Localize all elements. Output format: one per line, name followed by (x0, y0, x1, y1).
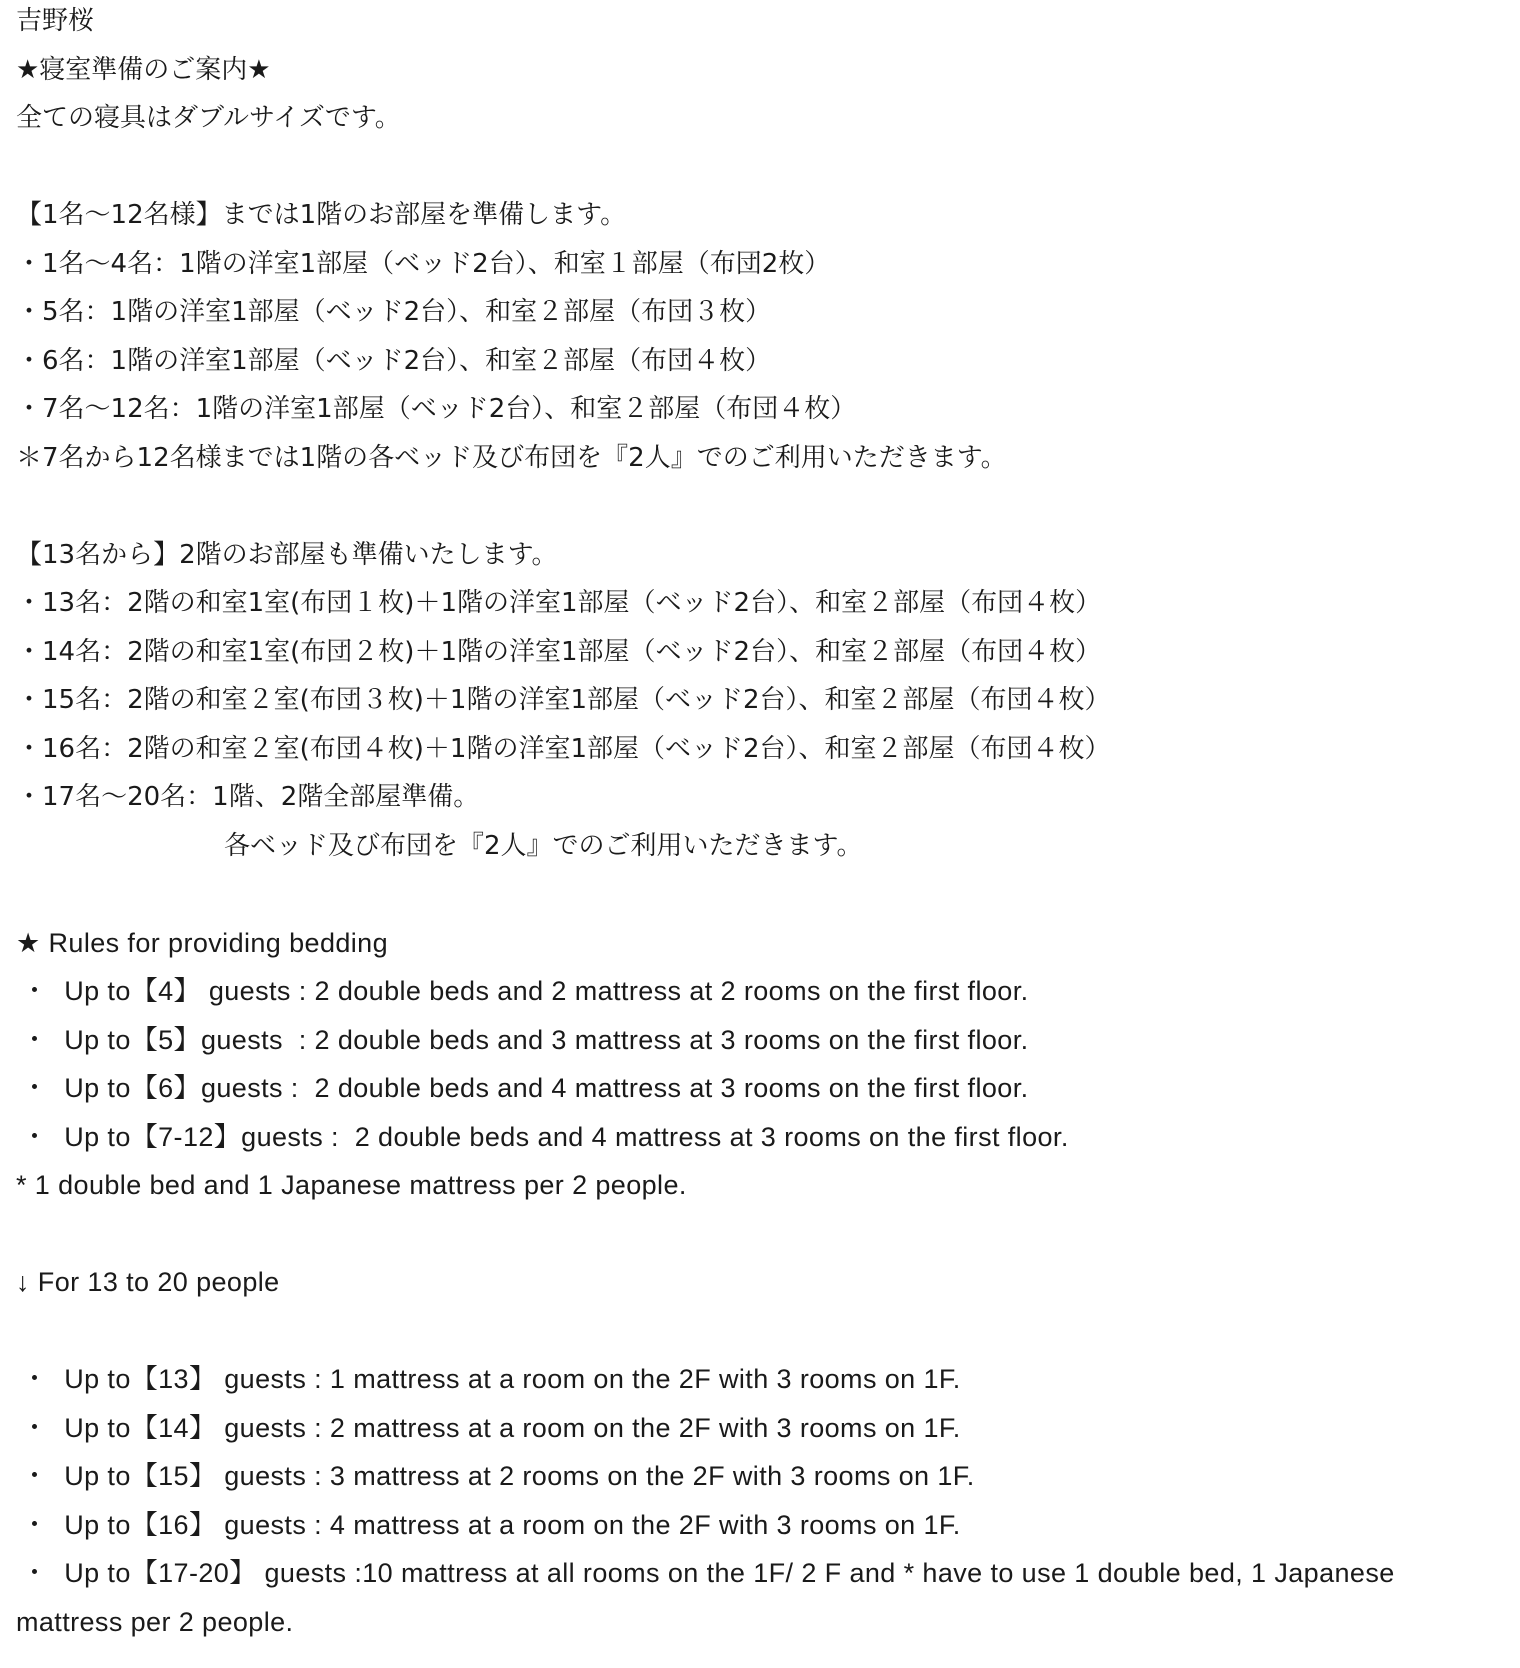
list-item-ja: ・6名：1階の洋室1部屋（ベッド2台）、和室２部屋（布団４枚） (16, 345, 772, 376)
subsection-heading-13-plus: 【13名から】2階のお部屋も準備いたします。 (16, 539, 558, 570)
section-heading-ja: ★寝室準備のご案内★ (16, 54, 271, 85)
list-item-en: ・ Up to【13】 guests : 1 mattress at a room on the 2F with 3 rooms on 1F. (21, 1364, 961, 1394)
blank-line (16, 1310, 1512, 1359)
list-item-en: ・ Up to【16】 guests : 4 mattress at a room on the 2F with 3 rooms on 1F. (21, 1509, 961, 1540)
list-item-en: ・ Up to【5】guests : 2 double beds and 3 mattress at 3 rooms on the first floor. (21, 1024, 1029, 1055)
list-item-en: ・ Up to【15】 guests : 3 mattress at 2 rooms on the 2F with 3 rooms on 1F. (21, 1461, 975, 1491)
list-item-ja: ・16名：2階の和室２室(布団４枚)＋1階の洋室1部屋（ベッド2台）、和室２部屋（布団４枚） (16, 733, 1111, 764)
note-en: * 1 double bed and 1 Japanese mattress per 2 people. (16, 1170, 687, 1200)
blank-line (16, 873, 1512, 922)
list-item-en: ・ Up to【4】 guests : 2 double beds and 2 mattress at 2 rooms on the first floor. (21, 976, 1029, 1006)
section-heading-en: ★ Rules for providing bedding (16, 927, 389, 958)
list-item-ja: ・17名～20名：1階、2階全部屋準備。 (16, 782, 480, 812)
note-ja: ＊7名から12名様までは1階の各ベッド及び布団を『2人』でのご利用いただきます。 (16, 442, 1007, 473)
subsection-heading-1-12: 【1名～12名様】までは1階のお部屋を準備します。 (16, 200, 627, 230)
blank-line (16, 485, 1512, 534)
list-item-en: ・ Up to【6】guests : 2 double beds and 4 mattress at 3 rooms on the first floor. (21, 1073, 1029, 1103)
list-item-ja: ・15名：2階の和室２室(布団３枚)＋1階の洋室1部屋（ベッド2台）、和室２部屋（布団４枚） (16, 685, 1111, 715)
list-item-ja: ・13名：2階の和室1室(布団１枚)＋1階の洋室1部屋（ベッド2台）、和室２部屋（布団４枚） (16, 588, 1102, 618)
note-ja-continuation: 各ベッド及び布団を『2人』でのご利用いただきます。 (16, 830, 863, 861)
document-page (16, 0, 1512, 1668)
list-item-ja: ・7名～12名：1階の洋室1部屋（ベッド2台）、和室２部屋（布団４枚） (16, 394, 857, 424)
list-item-en: ・ Up to【14】 guests : 2 mattress at a room on the 2F with 3 rooms on 1F. (21, 1412, 961, 1443)
intro-text: 全ての寝具はダブルサイズです。 (16, 103, 401, 133)
list-item-en: ・ Up to【7-12】guests : 2 double beds and 4 mattress at 3 rooms on the first floor. (21, 1121, 1069, 1152)
list-item-ja: ・5名：1階の洋室1部屋（ベッド2台）、和室２部屋（布団３枚） (16, 297, 772, 327)
list-item-ja: ・1名～4名：1階の洋室1部屋（ベッド2台）、和室１部屋（布団2枚） (16, 248, 831, 279)
blank-line (16, 1213, 1512, 1262)
blank-line (16, 146, 1512, 195)
list-item-en: ・ Up to【17-20】 guests :10 mattress at all rooms on the 1F/ 2 F and * have to use 1 double bed, 1 Japanese (21, 1558, 1395, 1588)
list-item-en-continuation: mattress per 2 people. (16, 1606, 294, 1637)
subsection-heading-en-13-20: ↓ For 13 to 20 people (16, 1267, 280, 1297)
list-item-ja: ・14名：2階の和室1室(布団２枚)＋1階の洋室1部屋（ベッド2台）、和室２部屋（布団４枚） (16, 636, 1102, 667)
document-title: 吉野桜 (16, 6, 95, 36)
